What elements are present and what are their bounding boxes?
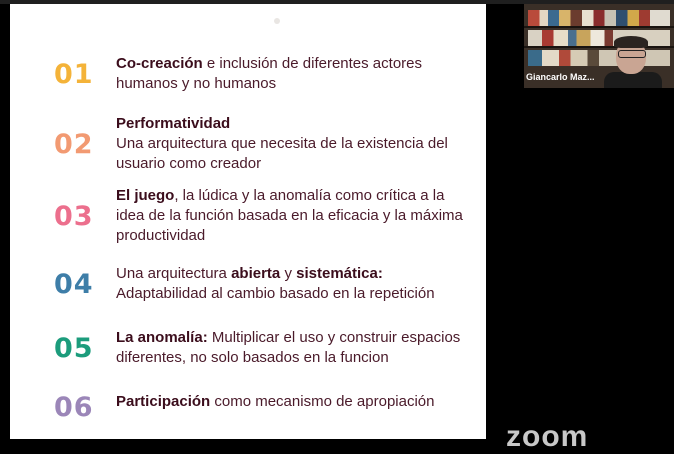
participant-video-tile[interactable] (524, 4, 674, 88)
body-text: Multiplicar el uso y construir espacios diferentes, no solo basados en la funcion (116, 329, 461, 366)
item-text (116, 114, 466, 174)
item-text (116, 392, 466, 412)
item-number: 03 (54, 201, 94, 232)
bookshelf-row (528, 10, 670, 26)
slide-dot-decoration (274, 18, 280, 24)
bookshelf-row (528, 50, 670, 66)
emphasis-text: Participación (116, 393, 211, 410)
participant-name: Giancarlo Maz... (526, 72, 595, 82)
item-number: 06 (54, 392, 94, 423)
item-number: 02 (54, 129, 94, 160)
item-number: 05 (54, 333, 94, 364)
item-text (116, 328, 466, 368)
bookshelf-row (528, 30, 670, 46)
body-text: , la lúdica y la anomalía como crítica a la idea de la función basada en la eficacia y la máxima productividad (116, 187, 463, 244)
participant-hair (614, 36, 648, 48)
shelf-line (524, 26, 674, 28)
participant-body (604, 72, 662, 88)
shelf-line (524, 46, 674, 48)
body-text: Adaptabilidad al cambio basado en la repetición (116, 285, 435, 302)
item-number: 04 (54, 269, 94, 300)
emphasis-text: La anomalía: (116, 329, 208, 346)
emphasis-text: Performatividad (116, 115, 231, 132)
body-text: Una arquitectura que necesita de la existencia del usuario como creador (116, 135, 448, 172)
emphasis-text: abierta (231, 265, 281, 282)
item-text (116, 54, 466, 94)
emphasis-text: sistemática: (296, 265, 383, 282)
glasses-icon (618, 50, 646, 58)
body-text: y (280, 265, 297, 282)
item-number: 01 (54, 59, 94, 90)
item-text (116, 264, 466, 304)
zoom-logo: zoom (506, 420, 589, 453)
body-text: Una arquitectura (116, 265, 232, 282)
emphasis-text: El juego (116, 187, 175, 204)
body-text: como mecanismo de apropiación (210, 393, 435, 410)
body-text: e inclusión de diferentes actores humanos y no humanos (116, 55, 422, 92)
item-text (116, 186, 466, 246)
emphasis-text: Co-creación (116, 55, 203, 72)
shared-slide (10, 4, 486, 439)
